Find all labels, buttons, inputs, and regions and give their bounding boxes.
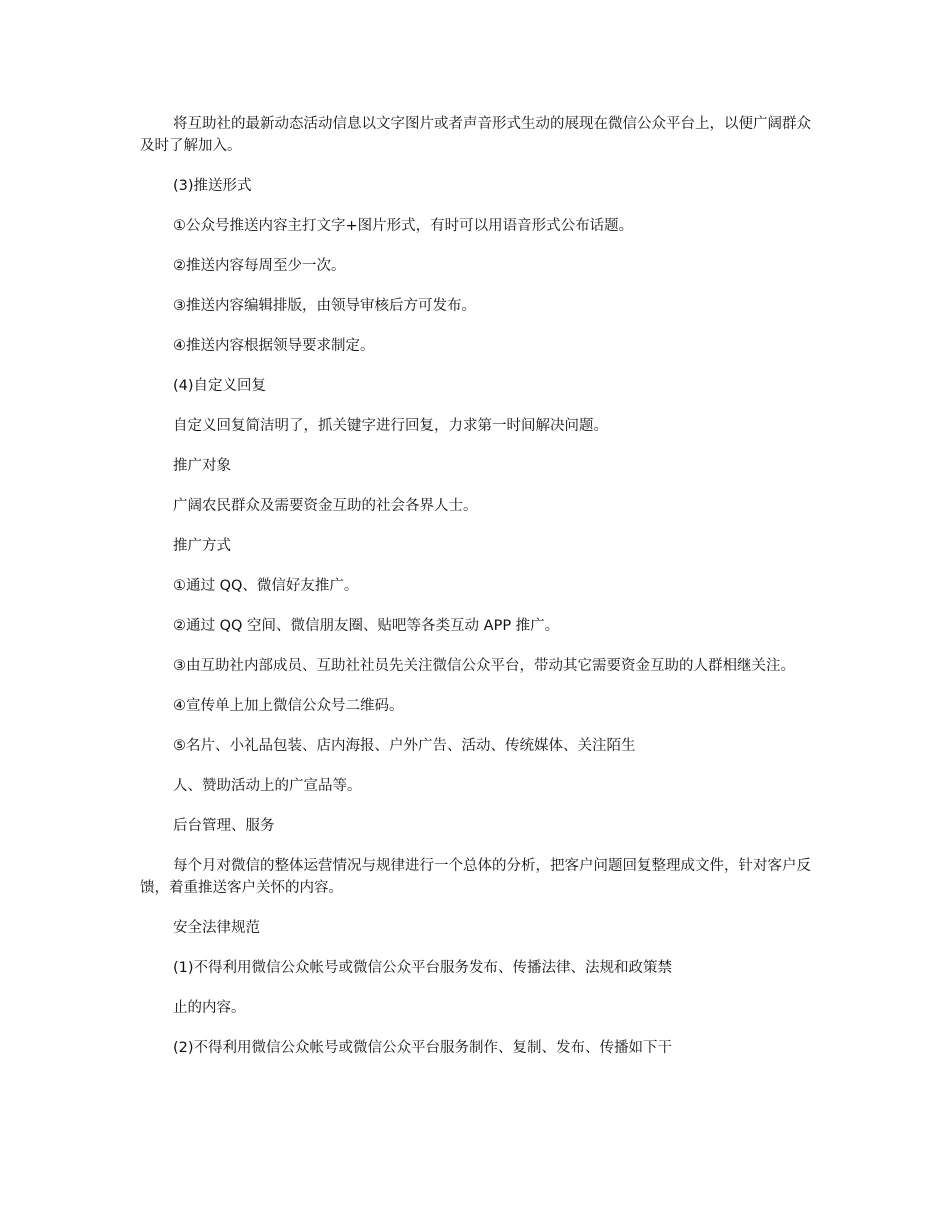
list-item-continued: 止的内容。 [173,1000,246,1016]
paragraph-intro: 将互助社的最新动态活动信息以文字图片或者声音形式生动的展现在微信公众平台上，以便广阔群众及时了解加入。 [140,116,811,154]
paragraph-backend-management: 每个月对微信的整体运营情况与规律进行一个总体的分析，把客户问题回复整理成文件，针对客户反馈，着重推送客户关怀的内容。 [140,858,811,896]
list-item: ③推送内容编辑排版，由领导审核后方可发布。 [173,298,476,314]
list-item: (2)不得利用微信公众帐号或微信公众平台服务制作、复制、发布、传播如下干 [173,1040,673,1056]
heading-custom-reply: (4)自定义回复 [173,378,267,394]
heading-backend-management: 后台管理、服务 [173,818,275,834]
list-item: ②推送内容每周至少一次。 [173,258,346,274]
heading-legal-norms: 安全法律规范 [173,920,260,936]
heading-promotion-target: 推广对象 [173,458,231,474]
list-item: ①通过 QQ、微信好友推广。 [173,578,359,594]
document-body [140,113,812,1077]
list-item: ①公众号推送内容主打文字+图片形式，有时可以用语音形式公布话题。 [173,218,634,234]
list-item: ②通过 QQ 空间、微信朋友圈、贴吧等各类互动 APP 推广。 [173,618,560,634]
list-item: ④推送内容根据领导要求制定。 [173,338,375,354]
list-item: ③由互助社内部成员、互助社社员先关注微信公众平台，带动其它需要资金互助的人群相继关注。 [173,658,795,674]
heading-promotion-method: 推广方式 [173,538,231,554]
heading-push-format: (3)推送形式 [173,178,252,194]
list-item-continued: 人、赞助活动上的广宣品等。 [173,778,362,794]
paragraph-custom-reply: 自定义回复简洁明了，抓关键字进行回复，力求第一时间解决问题。 [173,418,608,434]
list-item: ④宣传单上加上微信公众号二维码。 [173,698,404,714]
paragraph-promotion-target: 广阔农民群众及需要资金互助的社会各界人士。 [173,498,478,514]
list-item: ⑤名片、小礼品包装、店内海报、户外广告、活动、传统媒体、关注陌生 [173,738,636,754]
list-item: (1)不得利用微信公众帐号或微信公众平台服务发布、传播法律、法规和政策禁 [173,960,673,976]
